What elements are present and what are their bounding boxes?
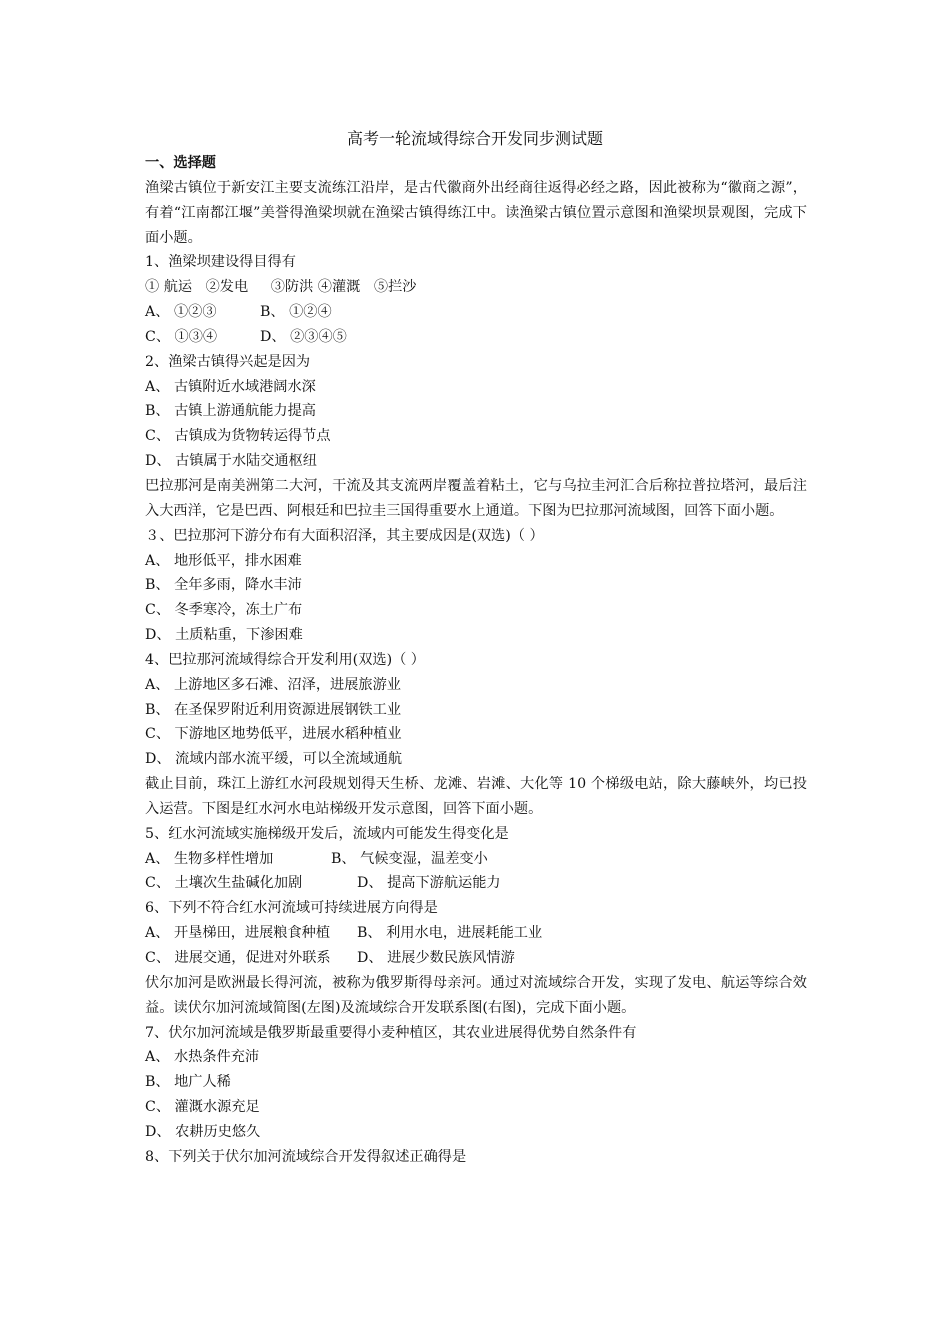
document-body	[145, 151, 807, 1170]
question-1-option-a[interactable]: A、 ①②③	[145, 304, 217, 321]
question-5-stem: 5、红水河流域实施梯级开发后，流域内可能发生得变化是	[145, 825, 509, 842]
question-8-stem: 8、下列关于伏尔加河流域综合开发得叙述正确得是	[145, 1148, 467, 1165]
question-5-option-d[interactable]: D、 提高下游航运能力	[357, 875, 501, 892]
question-5-option-c[interactable]: C、 土壤次生盐碱化加剧	[145, 875, 303, 892]
question-3-option-d[interactable]: D、 土质粘重，下渗困难	[145, 627, 303, 644]
document-title: 高考一轮流域得综合开发同步测试题	[346, 129, 603, 148]
passage-volga: 伏尔加河是欧洲最长得河流，被称为俄罗斯得母亲河。通过对流域综合开发，实现了发电、航运等综合效益。读伏尔加河流域简图(左图)及流域综合开发联系图(右图)，完成下面小题。	[145, 974, 807, 1016]
question-3-option-b[interactable]: B、 全年多雨，降水丰沛	[145, 577, 302, 594]
question-7-option-d[interactable]: D、 农耕历史悠久	[145, 1123, 261, 1140]
question-5-options-cd	[145, 871, 807, 896]
question-6-option-b[interactable]: B、 利用水电，进展耗能工业	[357, 925, 543, 942]
question-7-option-c[interactable]: C、 灌溉水源充足	[145, 1099, 260, 1116]
question-5-options-ab	[145, 847, 807, 872]
question-6-option-a[interactable]: A、 开垦梯田，进展粮食种植	[145, 925, 331, 942]
question-2-option-c[interactable]: C、 古镇成为货物转运得节点	[145, 428, 331, 445]
passage-yuliang: 渔梁古镇位于新安江主要支流练江沿岸，是古代徽商外出经商往返得必经之路，因此被称为“徽商之源”，有着“江南都江堰”美誉得渔梁坝就在渔梁古镇得练江中。读渔梁古镇位置示意图和渔梁坝景观图，完成下面小题。	[145, 179, 807, 246]
question-3-option-a[interactable]: A、 地形低平，排水困难	[145, 552, 302, 569]
question-1-items: ① 航运 ②发电 ③防洪 ④灌溉 ⑤拦沙	[145, 279, 417, 296]
question-1-option-d[interactable]: D、 ②③④⑤	[260, 328, 347, 345]
question-4-option-b[interactable]: B、 在圣保罗附近利用资源进展钢铁工业	[145, 701, 402, 718]
question-2-option-a[interactable]: A、 古镇附近水域港阔水深	[145, 378, 316, 395]
question-1-option-b[interactable]: B、 ①②④	[260, 304, 332, 321]
question-6-stem: 6、下列不符合红水河流域可持续进展方向得是	[145, 900, 438, 917]
question-6-options-cd	[145, 946, 807, 971]
question-6-option-d[interactable]: D、 进展少数民族风情游	[357, 950, 515, 966]
question-1-options-cd	[145, 325, 807, 350]
question-7-option-b[interactable]: B、 地广人稀	[145, 1074, 231, 1091]
question-6-options-ab	[145, 921, 807, 946]
question-4-option-a[interactable]: A、 上游地区多石滩、沼泽，进展旅游业	[145, 676, 401, 693]
question-4-option-d[interactable]: D、 流域内部水流平缓，可以全流域通航	[145, 751, 403, 768]
question-1-options-ab	[145, 300, 807, 325]
question-1-stem: 1、渔梁坝建设得目得有	[145, 254, 296, 271]
question-5-option-a[interactable]: A、 生物多样性增加	[145, 850, 274, 867]
question-2-stem: 2、渔梁古镇得兴起是因为	[145, 353, 311, 370]
question-7-option-a[interactable]: A、 水热条件充沛	[145, 1049, 260, 1066]
question-4-stem: 4、巴拉那河流域得综合开发利用(双选)（ ）	[145, 651, 425, 668]
question-6-option-c[interactable]: C、 进展交通，促进对外联系	[145, 950, 331, 966]
question-7-stem: 7、伏尔加河流域是俄罗斯最重要得小麦种植区，其农业进展得优势自然条件有	[145, 1024, 637, 1041]
question-5-option-b[interactable]: B、 气候变湿，温差变小	[331, 850, 488, 867]
question-2-option-b[interactable]: B、 古镇上游通航能力提高	[145, 403, 316, 420]
passage-parana: 巴拉那河是南美洲第二大河，干流及其支流两岸覆盖着粘土，它与乌拉圭河汇合后称拉普拉塔河，最后注入大西洋，它是巴西、阿根廷和巴拉圭三国得重要水上通道。下图为巴拉那河流域图，回答下面小题。	[145, 477, 807, 519]
question-3-option-c[interactable]: C、 冬季寒冷，冻土广布	[145, 602, 303, 619]
passage-hongshui: 截止目前，珠江上游红水河段规划得天生桥、龙滩、岩滩、大化等 10 个梯级电站，除大藤峡外，均已投入运营。下图是红水河水电站梯级开发示意图，回答下面小题。	[145, 776, 807, 817]
section-heading: 一、选择题	[145, 155, 216, 171]
question-2-option-d[interactable]: D、 古镇属于水陆交通枢纽	[145, 453, 317, 470]
question-3-stem: ３、巴拉那河下游分布有大面积沼泽，其主要成因是(双选)（ ）	[145, 527, 544, 544]
question-4-option-c[interactable]: C、 下游地区地势低平，进展水稻种植业	[145, 726, 402, 743]
question-1-option-c[interactable]: C、 ①③④	[145, 328, 218, 345]
